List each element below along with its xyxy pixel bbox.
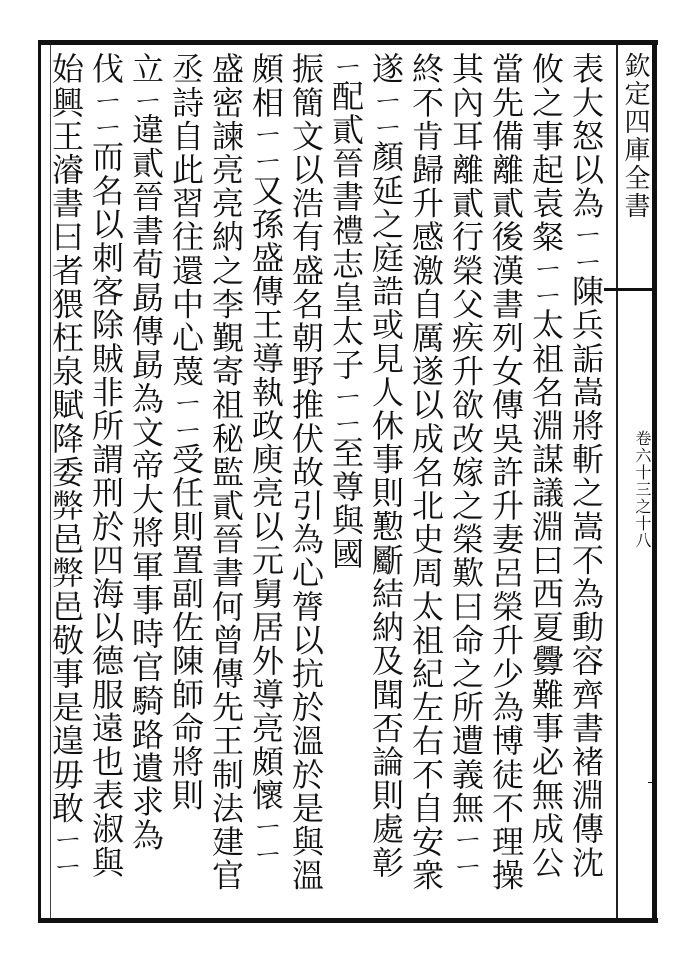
frame-bottom-border	[38, 918, 658, 923]
text-column-11: 丞詩自此習往還中心蔑ㄧㄧ受任則置副佐陳師命將則	[167, 52, 205, 812]
text-column-10: 盛密諫亮亮納之李覲寄祖秘監貳晉書何曾傳先王制法建官	[207, 52, 245, 892]
spine-tick	[648, 782, 656, 783]
text-column-5: 終不肯歸升感激自厲遂以成名北史周太祖紀左右不自安衆	[407, 52, 445, 892]
spine-divider	[616, 45, 618, 918]
text-column-3: 當先備離貳後漢書列女傳吳許升妻呂榮升少為博徒不理操	[487, 52, 525, 892]
text-column-12: 立ㄧ違貳晉書荀勗傳勗為文帝大將軍事時官騎路遺求為	[127, 52, 165, 852]
text-column-7: ㄧ配貳晉書禮志皇太子ㄧㄧ至尊與國	[327, 52, 365, 571]
text-column-2: 攸之事起袁粲ㄧㄧ太祖名淵謀議淵曰西夏釁難事必無成公	[527, 52, 565, 880]
spine-bar	[604, 288, 654, 291]
text-column-14: 始興王濬書曰者猥枉泉賦降委弊邑弊邑敬事是遑毋敢ㄧㄧ	[47, 52, 85, 880]
text-column-8: 振簡文以浩有盛名朝野推伏故引為心膂以抗於溫於是與溫	[287, 52, 325, 892]
frame-top-border	[38, 40, 658, 45]
text-column-6: 遂ㄧㄧ顏延之庭誥或見人休事則懃斸結納及聞否論則處彰	[367, 52, 405, 880]
book-title: 欽定四庫全書	[620, 52, 650, 220]
volume-label: 卷六十三之十八	[633, 430, 652, 549]
text-column-4: 其內耳離貳行榮父疾升欲改嫁之榮歎曰命之所遭義無ㄧㄧ	[447, 52, 485, 880]
text-column-13: 伐ㄧㄧ而名以刺客除賊非所謂刑於四海以德服遠也表淑與	[87, 52, 125, 880]
frame-left-border	[38, 40, 41, 923]
text-column-1: 表大怒以為ㄧㄧ陳兵詬嵩將斬之嵩不為動容齊書褚淵傳沈	[567, 52, 605, 880]
text-column-9: 頗相ㄧㄧ又孫盛傳王導執政庾亮以元舅居外導亮頗懷ㄧㄧ	[247, 52, 285, 867]
frame-right-border	[652, 40, 657, 923]
